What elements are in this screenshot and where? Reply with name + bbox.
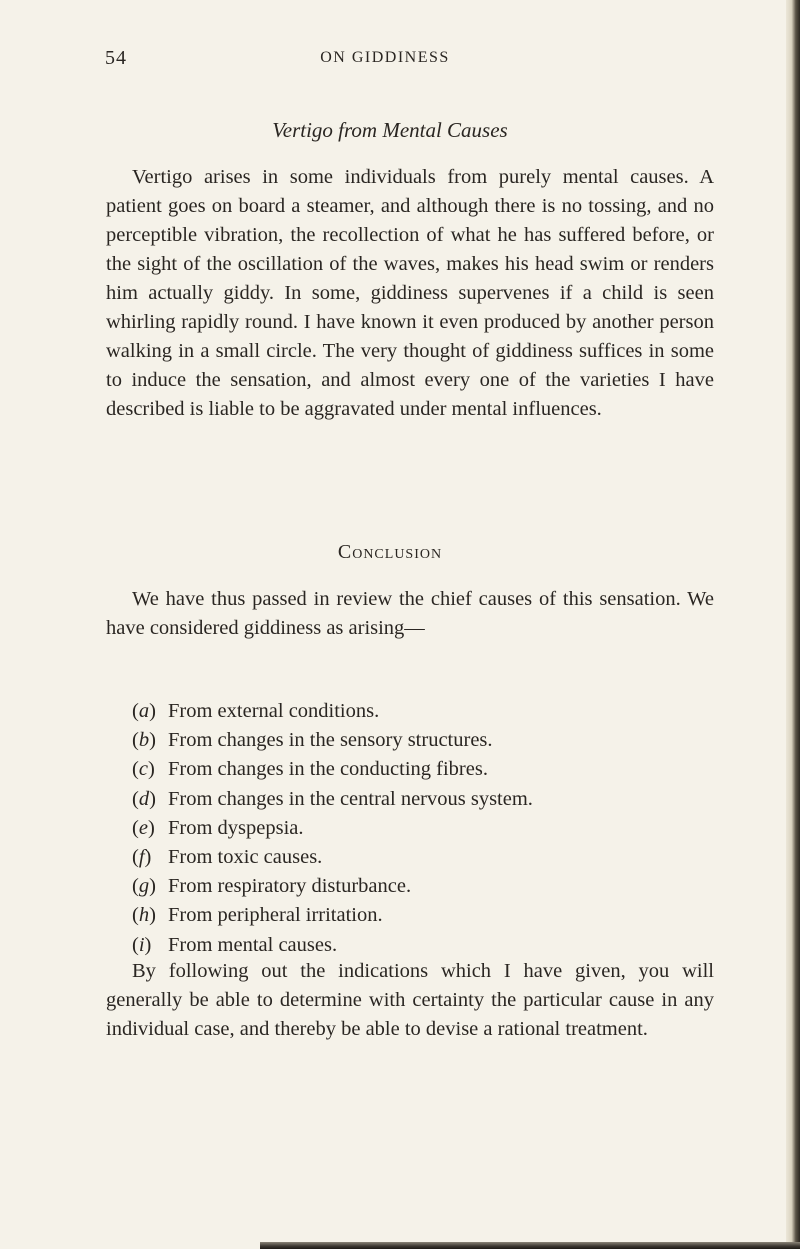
list-marker: (g): [132, 875, 156, 898]
list-item-text: From toxic causes.: [168, 846, 323, 869]
paragraph-conclusion-intro: We have thus passed in review the chief causes of this sensation. We have considered giddiness as arising—: [106, 588, 714, 639]
paragraph-vertigo-mental: Vertigo arises in some individuals from purely mental causes. A patient goes on board a steamer, and although there is no tossing, and no perceptible vibration, the recollection of what he has suffered before, or the sight of the oscillation of the waves, makes his head swim or renders him actually giddy. In some, giddiness supervenes if a child is seen whirling rapidly round. I have known it even produced by another person walking in a small circle. The very thought of giddiness suffices in some to induce the sensation, and almost every one of the varieties I have described is liable to be aggravated under mental influences.: [106, 166, 714, 420]
list-item: [132, 872, 533, 901]
list-item-text: From dyspepsia.: [168, 816, 304, 839]
list-item-text: From mental causes.: [168, 933, 338, 956]
list-item: [132, 755, 533, 784]
causes-list: [132, 697, 533, 960]
list-marker: (c): [132, 758, 155, 781]
running-head: ON GIDDINESS: [320, 49, 450, 66]
list-marker: (f): [132, 846, 152, 869]
list-marker: (a): [132, 700, 156, 722]
paragraph-closing: By following out the indications which I have given, you will generally be able to determine with certainty the particular cause in any individual case, and thereby be able to devise a rational treatment.: [106, 960, 714, 1040]
list-item-text: From peripheral irritation.: [168, 904, 383, 927]
list-item: [132, 726, 533, 755]
list-item-text: From changes in the conducting fibres.: [168, 758, 488, 781]
list-item: [132, 697, 533, 726]
page-header: [0, 47, 800, 71]
list-item: [132, 814, 533, 843]
list-marker: (b): [132, 729, 156, 752]
list-marker: (d): [132, 787, 156, 810]
list-marker: (h): [132, 904, 156, 927]
list-item-text: From respiratory disturbance.: [168, 875, 412, 898]
page-number: 54: [105, 47, 127, 69]
list-item-text: From external conditions.: [168, 700, 380, 722]
list-item: [132, 901, 533, 930]
page-edge-shadow: [786, 0, 800, 1249]
list-item-text: From changes in the central nervous system.: [168, 787, 533, 810]
list-item-text: From changes in the sensory structures.: [168, 729, 493, 752]
list-item: [132, 843, 533, 872]
list-marker: (e): [132, 816, 155, 839]
page-bottom-shadow: [260, 1242, 800, 1249]
list-item: [132, 785, 533, 814]
section-title: Vertigo from Mental Causes: [272, 118, 508, 142]
list-item: [132, 931, 533, 960]
list-marker: (i): [132, 933, 152, 956]
conclusion-heading: Conclusion: [337, 541, 443, 563]
